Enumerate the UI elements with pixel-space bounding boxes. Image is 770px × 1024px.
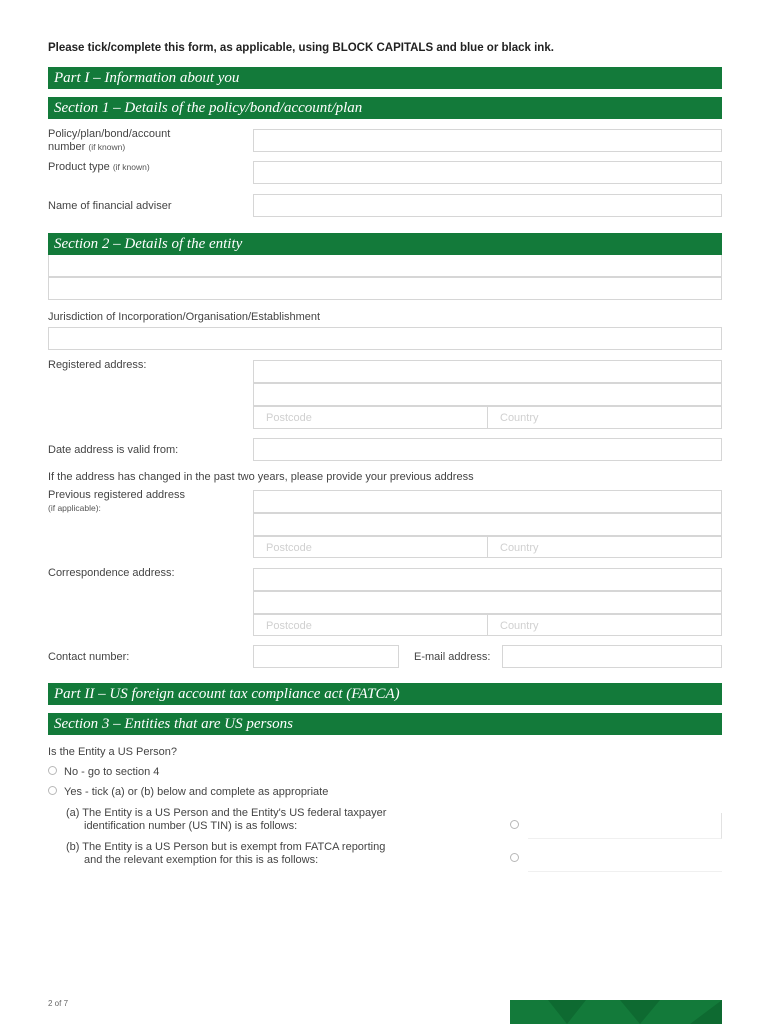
- email-label: E-mail address:: [414, 651, 491, 663]
- product-type-input[interactable]: [253, 161, 722, 184]
- part-2-heading: Part II – US foreign account tax compliance act (FATCA): [48, 683, 722, 705]
- option-b-label: (b) The Entity is a US Person but is exempt from FATCA reporting and the relevant exemption for this is as follows:: [66, 841, 386, 866]
- option-yes-label: Yes - tick (a) or (b) below and complete as appropriate: [64, 786, 329, 798]
- section-1-heading: Section 1 – Details of the policy/bond/account/plan: [48, 97, 722, 119]
- exemption-input[interactable]: [528, 846, 722, 872]
- us-tin-input[interactable]: [528, 813, 722, 839]
- jurisdiction-label: Jurisdiction of Incorporation/Organisation/Establishment: [48, 311, 321, 323]
- registered-address-line1[interactable]: [253, 360, 722, 383]
- previous-address-label: Previous registered address (if applicable):: [48, 489, 185, 513]
- registered-address-line2[interactable]: [253, 383, 722, 406]
- legal-name-input-line1[interactable]: [48, 255, 722, 277]
- footer-brand-graphic: [510, 1000, 722, 1024]
- option-no-label: No - go to section 4: [64, 766, 160, 778]
- option-no-radio[interactable]: [48, 766, 57, 775]
- date-valid-label: Date address is valid from:: [48, 444, 179, 456]
- us-person-question: Is the Entity a US Person?: [48, 746, 178, 758]
- contact-number-input[interactable]: [253, 645, 399, 668]
- previous-postcode-input[interactable]: Postcode: [253, 536, 488, 558]
- form-instructions: Please tick/complete this form, as applicable, using BLOCK CAPITALS and blue or black ink.: [48, 42, 554, 54]
- policy-number-input[interactable]: [253, 129, 722, 152]
- previous-address-line1[interactable]: [253, 490, 722, 513]
- jurisdiction-input[interactable]: [48, 327, 722, 350]
- part-1-heading: Part I – Information about you: [48, 67, 722, 89]
- registered-postcode-input[interactable]: Postcode: [253, 406, 488, 429]
- date-valid-input[interactable]: [253, 438, 722, 461]
- section-2-heading: Section 2 – Details of the entity: [48, 233, 722, 255]
- correspondence-address-line2[interactable]: [253, 591, 722, 614]
- correspondence-country-input[interactable]: Country: [487, 614, 722, 636]
- option-a-radio[interactable]: [510, 820, 519, 829]
- legal-name-input-line2[interactable]: [48, 277, 722, 300]
- registered-country-input[interactable]: Country: [487, 406, 722, 429]
- correspondence-address-label: Correspondence address:: [48, 567, 175, 579]
- contact-number-label: Contact number:: [48, 651, 130, 663]
- previous-address-line2[interactable]: [253, 513, 722, 536]
- registered-address-label: Registered address:: [48, 359, 147, 371]
- correspondence-address-line1[interactable]: [253, 568, 722, 591]
- footer-pattern-icon: [510, 1000, 722, 1024]
- policy-number-label: Policy/plan/bond/account number (if known): [48, 128, 171, 153]
- section-3-heading: Section 3 – Entities that are US persons: [48, 713, 722, 735]
- product-type-label: Product type (if known): [48, 161, 150, 173]
- option-yes-radio[interactable]: [48, 786, 57, 795]
- address-changed-note: If the address has changed in the past two years, please provide your previous address: [48, 471, 474, 483]
- option-b-radio[interactable]: [510, 853, 519, 862]
- email-input[interactable]: [502, 645, 722, 668]
- financial-adviser-label: Name of financial adviser: [48, 200, 172, 212]
- page-number: 2 of 7: [48, 999, 69, 1008]
- correspondence-postcode-input[interactable]: Postcode: [253, 614, 488, 636]
- financial-adviser-input[interactable]: [253, 194, 722, 217]
- previous-country-input[interactable]: Country: [487, 536, 722, 558]
- option-a-label: (a) The Entity is a US Person and the Entity's US federal taxpayer identification number (US TIN) is as follows:: [66, 807, 387, 832]
